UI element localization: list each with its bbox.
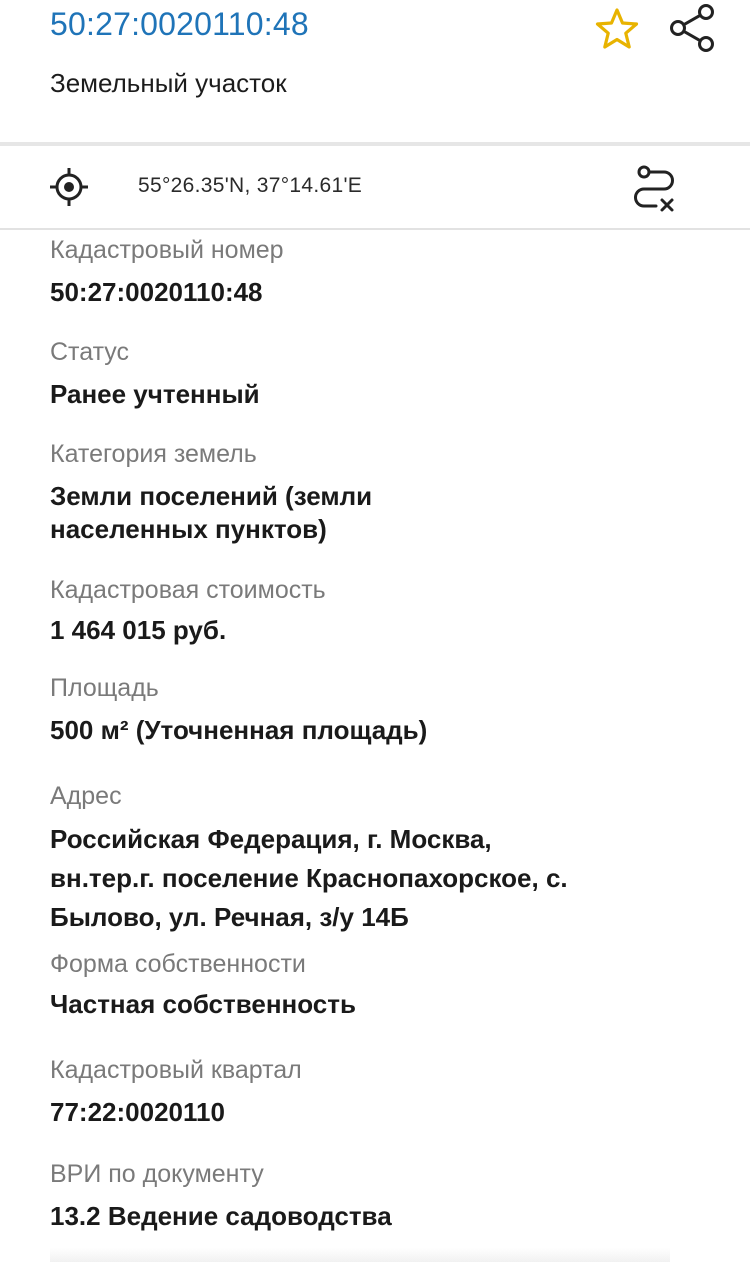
field-cadastral-value xyxy=(50,574,710,647)
field-label: Площадь xyxy=(50,674,159,702)
field-permitted-use xyxy=(50,1158,710,1233)
field-value: 1 464 015 руб. xyxy=(50,615,227,645)
field-value: 13.2 Ведение садоводства xyxy=(50,1201,392,1231)
star-icon xyxy=(592,4,642,54)
field-label: Категория земель xyxy=(50,440,257,468)
share-button[interactable] xyxy=(664,0,720,56)
field-label: Адрес xyxy=(50,782,122,810)
field-label: ВРИ по документу xyxy=(50,1160,264,1188)
field-label: Кадастровый квартал xyxy=(50,1056,302,1084)
field-label: Кадастровый номер xyxy=(50,236,284,264)
next-field-cutoff xyxy=(50,1248,670,1262)
object-type-label: Земельный участок xyxy=(50,68,287,98)
field-value: 77:22:0020110 xyxy=(50,1097,225,1127)
locate-button[interactable] xyxy=(48,166,90,208)
field-label: Форма собственности xyxy=(50,950,306,978)
field-value: 50:27:0020110:48 xyxy=(50,277,263,307)
field-value: Земли поселений (земли населенных пунктов) xyxy=(50,481,373,544)
field-cadastral-quarter xyxy=(50,1054,710,1129)
coordinates-text[interactable]: 55°26.35'N, 37°14.61'E xyxy=(138,174,363,197)
field-area xyxy=(50,672,710,747)
route-icon xyxy=(626,160,682,216)
cadastral-number-title[interactable]: 50:27:0020110:48 xyxy=(50,6,309,42)
field-ownership xyxy=(50,948,710,1021)
field-address xyxy=(50,780,710,937)
crosshair-icon xyxy=(48,166,90,208)
field-label: Кадастровая стоимость xyxy=(50,576,326,604)
share-icon xyxy=(664,0,720,56)
object-header xyxy=(0,0,750,142)
field-status xyxy=(50,336,710,411)
field-value: Ранее учтенный xyxy=(50,379,260,409)
field-label: Статус xyxy=(50,338,130,366)
field-value: Частная собственность xyxy=(50,989,356,1019)
field-value: 500 м² (Уточненная площадь) xyxy=(50,715,428,745)
route-button[interactable] xyxy=(626,160,682,216)
favorite-button[interactable] xyxy=(592,4,642,54)
field-value: Российская Федерация, г. Москва, вн.тер.г. поселение Краснопахорское, с. Былово, ул. Речная, з/у 14Б xyxy=(50,824,568,932)
field-land-category xyxy=(50,438,710,546)
field-cadastral-number xyxy=(50,234,710,309)
coordinates-bar xyxy=(0,146,750,230)
